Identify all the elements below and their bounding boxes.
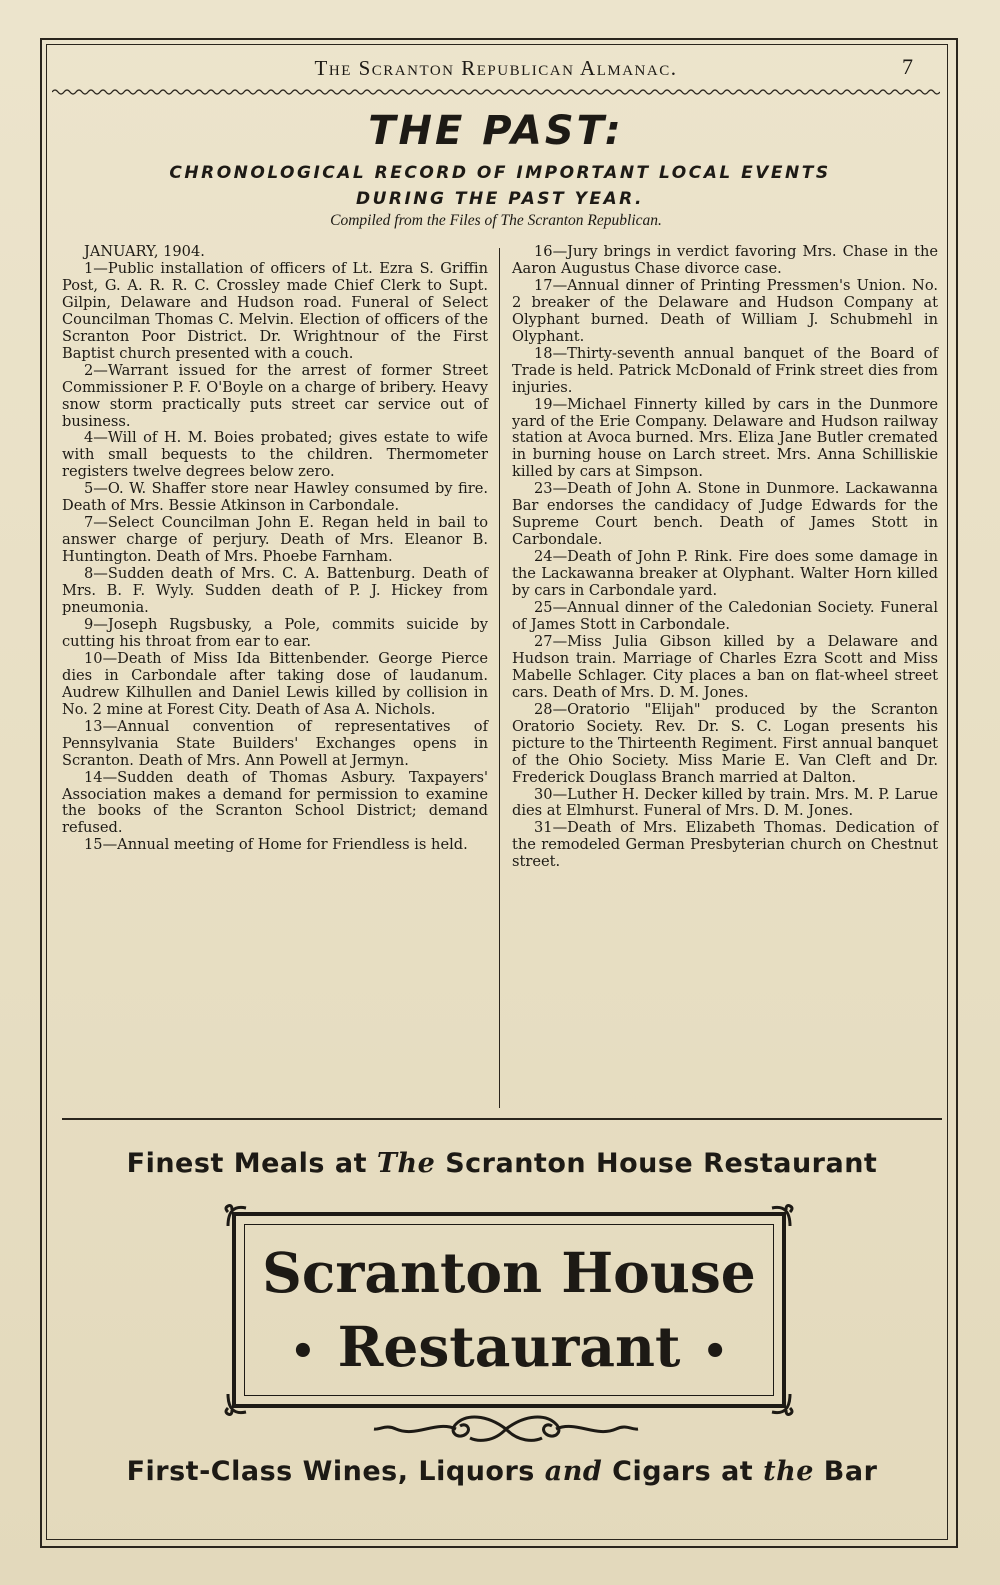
- ad-headline-italic: The: [376, 1148, 436, 1179]
- ad-tagline-text: Bar: [813, 1456, 878, 1487]
- entry: 16—Jury brings in verdict favoring Mrs. Chase in the Aaron Augustus Chase divorce case.: [512, 243, 938, 277]
- scroll-corner-icon: [222, 1392, 248, 1418]
- entry: 23—Death of John A. Stone in Dunmore. Lackawanna Bar endorses the candidacy of Judge Edwards for the Supreme Court bench. Death of James Stott in Carbondale.: [512, 480, 938, 549]
- running-head: The Scranton Republican Almanac.: [314, 56, 678, 80]
- scroll-corner-icon: [770, 1392, 796, 1418]
- entry: 31—Death of Mrs. Elizabeth Thomas. Dedication of the remodeled German Presbyterian church on Chestnut street.: [512, 819, 938, 871]
- entry: 14—Sudden death of Thomas Asbury. Taxpayers' Association makes a demand for permission to examine the books of the Scranton School District; demand refused.: [62, 768, 488, 837]
- entry: 4—Will of H. M. Boies probated; gives estate to wife with small bequests to the children. Thermometer registers twelve degrees below zero.: [62, 429, 488, 481]
- sign-line-2: [236, 1314, 782, 1379]
- entry: 30—Luther H. Decker killed by train. Mrs. M. P. Larue dies at Elmhurst. Funeral of Mrs. D. M. Jones.: [512, 785, 938, 820]
- ad-headline: [62, 1148, 942, 1179]
- entry: 5—O. W. Shaffer store near Hawley consumed by fire. Death of Mrs. Bessie Atkinson in Carbondale.: [62, 480, 488, 515]
- sign-bullet: •: [290, 1328, 316, 1376]
- left-column: [62, 244, 488, 854]
- subtitle-line-1: CHRONOLOGICAL RECORD OF IMPORTANT LOCAL EVENTS: [169, 163, 831, 183]
- ad-tagline-italic: and: [544, 1456, 603, 1487]
- ad-tagline: [62, 1456, 942, 1487]
- entry: 13—Annual convention of representatives of Pennsylvania State Builders' Exchanges opens in Scranton. Death of Mrs. Ann Powell at Jermyn.: [62, 717, 488, 769]
- entry: 10—Death of Miss Ida Bittenbender. George Pierce dies in Carbondale after taking dose of laudanum. Audrew Kilhullen and Daniel Lewis killed by collision in No. 2 mine at Forest City. Death of Asa A. Nichols.: [62, 649, 488, 718]
- sign-bullet: •: [702, 1328, 728, 1376]
- sign-line-1: Scranton House: [262, 1240, 756, 1305]
- entry: 28—Oratorio "Elijah" produced by the Scranton Oratorio Society. Rev. Dr. S. C. Logan presents his picture to the Thirteenth Regiment. First annual banquet of the Ohio Society. Miss Marie E. Van Cleft and Dr. Frederick Douglass Branch married at Dalton.: [512, 700, 938, 786]
- entry: 2—Warrant issued for the arrest of former Street Commissioner P. F. O'Boyle on a charge of bribery. Heavy snow storm practically puts street car service out of business.: [62, 361, 488, 430]
- entry: 9—Joseph Rugsbusky, a Pole, commits suicide by cutting his throat from ear to ear.: [62, 615, 488, 650]
- entry: 8—Sudden death of Mrs. C. A. Battenburg. Death of Mrs. B. F. Wyly. Sudden death of P. J. Hickey from pneumonia.: [62, 565, 488, 617]
- entry: 19—Michael Finnerty killed by cars in the Dunmore yard of the Erie Company. Delaware and Hudson railway station at Avoca burned. Mrs. Eliza Jane Butler cremated in burning house on Larch street. Mrs. Anna Schilliskie killed by cars at Simpson.: [512, 395, 938, 481]
- page-number: 7: [902, 54, 913, 79]
- wavy-rule: [52, 88, 940, 96]
- ad-tagline-italic: the: [763, 1456, 814, 1487]
- entry: 7—Select Councilman John E. Regan held in bail to answer charge of perjury. Death of Mrs. Eleanor B. Huntington. Death of Mrs. Phoebe Farnham.: [62, 514, 488, 566]
- section-divider: [62, 1118, 942, 1120]
- entry: 27—Miss Julia Gibson killed by a Delaware and Hudson train. Marriage of Charles Ezra Scott and Miss Mabelle Schlager. City places a ban on flat-wheel street cars. Death of Mrs. D. M. Jones.: [512, 632, 938, 701]
- ad-tagline-text: First-Class Wines, Liquors: [126, 1456, 545, 1487]
- entry: 15—Annual meeting of Home for Friendless is held.: [84, 836, 468, 854]
- entry: 1—Public installation of officers of Lt. Ezra S. Griffin Post, G. A. R. R. C. Crossley made Chief Clerk to Supt. Gilpin, Delaware and Hudson road. Funeral of Select Councilman Thomas C. Melvin. Election of officers of the Scranton Poor District. Dr. Wrightnour of the First Baptist church presented with a couch.: [62, 259, 488, 362]
- flourish-ornament-icon: [366, 1412, 646, 1446]
- subtitle-line-2: DURING THE PAST YEAR.: [355, 189, 645, 209]
- compiled-credit: Compiled from the Files of The Scranton Republican.: [330, 212, 662, 229]
- entry: 25—Annual dinner of the Caledonian Society. Funeral of James Stott in Carbondale.: [512, 599, 938, 633]
- entry: 18—Thirty-seventh annual banquet of the Board of Trade is held. Patrick McDonald of Frink street dies from injuries.: [512, 344, 938, 396]
- entry: 24—Death of John P. Rink. Fire does some damage in the Lackawanna breaker at Olyphant. Walter Horn killed by cars in Carbondale yard.: [512, 548, 938, 600]
- ad-headline-text: Scranton House Restaurant: [435, 1148, 878, 1179]
- month-heading: JANUARY, 1904.: [84, 243, 205, 260]
- ad-headline-text: Finest Meals at: [126, 1148, 377, 1179]
- restaurant-sign: [232, 1212, 786, 1408]
- subtitle: [90, 160, 910, 212]
- page-title: THE PAST:: [368, 108, 624, 154]
- scroll-corner-icon: [770, 1202, 796, 1228]
- right-column: [512, 244, 938, 871]
- entry: 17—Annual dinner of Printing Pressmen's Union. No. 2 breaker of the Delaware and Hudson Company at Olyphant burned. Death of William J. Schubmehl in Olyphant.: [512, 276, 938, 345]
- sign-word: Restaurant: [337, 1314, 681, 1379]
- column-divider: [499, 248, 500, 1108]
- ad-tagline-text: Cigars at: [602, 1456, 764, 1487]
- restaurant-advertisement: [62, 1124, 942, 1530]
- scroll-corner-icon: [222, 1202, 248, 1228]
